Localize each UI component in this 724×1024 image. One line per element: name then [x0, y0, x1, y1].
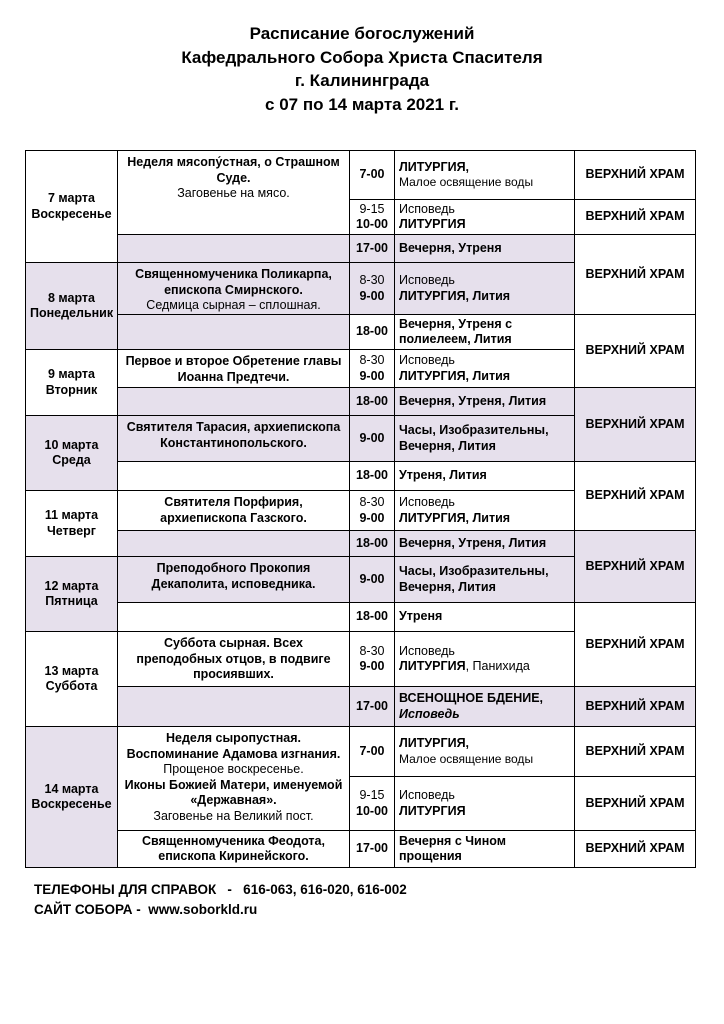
table-row: 17-00 Вечерня, Утреня ВЕРХНИЙ ХРАМ	[26, 235, 696, 263]
phones-line: ТЕЛЕФОНЫ ДЛЯ СПРАВОК - 616-063, 616-020, 616-002	[34, 882, 407, 897]
table-row: 9-15 10-00 Исповедь ЛИТУРГИЯ ВЕРХНИЙ ХРАМ	[26, 777, 696, 831]
table-row: 17-00 ВСЕНОЩНОЕ БДЕНИЕ, Исповедь ВЕРХНИЙ ХРАМ	[26, 687, 696, 727]
temple-label: ВЕРХНИЙ ХРАМ	[575, 727, 696, 777]
temple-label: ВЕРХНИЙ ХРАМ	[575, 462, 696, 531]
feast-cell: Первое и второе Обретение главы Иоанна Предтечи.	[118, 350, 350, 388]
day-cell: 10 марта Среда	[26, 416, 118, 491]
day-cell: 11 марта Четверг	[26, 491, 118, 557]
feast-cell: Священномученика Феодота, епископа Киринейского.	[118, 831, 350, 868]
temple-label: ВЕРХНИЙ ХРАМ	[575, 315, 696, 388]
table-row: 14 марта Воскресенье Неделя сыропустная. Воспоминание Адамова изгнания. Прощеное воскресенье. Иконы Божией Матери, именуемой «Державная». Заговенье на Великий пост. 7-00 ЛИТУРГИЯ, Малое освящение воды ВЕРХНИЙ ХРАМ	[26, 727, 696, 777]
table-row: 9-15 10-00 Исповедь ЛИТУРГИЯ ВЕРХНИЙ ХРАМ	[26, 200, 696, 235]
feast-cell: Неделя мясопу́стная, о Страшном Суде. Заговенье на мясо.	[118, 151, 350, 235]
table-row: 13 марта Суббота Суббота сырная. Всех преподобных отцов, в подвиге просиявших. 8-30 9-00 Исповедь ЛИТУРГИЯ, Панихида	[26, 632, 696, 687]
table-row: 18-00 Утреня ВЕРХНИЙ ХРАМ	[26, 603, 696, 632]
day-cell: 9 марта Вторник	[26, 350, 118, 416]
temple-label: ВЕРХНИЙ ХРАМ	[575, 531, 696, 603]
table-row: 8 марта Понедельник Священномученика Поликарпа, епископа Смирнского. Седмица сырная – сплошная. 8-30 9-00 Исповедь ЛИТУРГИЯ, Лития	[26, 263, 696, 315]
title-line-3: г. Калининграда	[294, 71, 430, 90]
feast-cell: Неделя сыропустная. Воспоминание Адамова изгнания. Прощеное воскресенье. Иконы Божией Матери, именуемой «Державная». Заговенье на Великий пост.	[118, 727, 350, 831]
feast-cell: Святителя Порфирия, архиепископа Газского.	[118, 491, 350, 531]
title-line-1: Расписание богослужений	[249, 24, 475, 43]
day-cell: 12 марта Пятница	[26, 557, 118, 632]
title-line-4: с 07 по 14 марта 2021 г.	[265, 94, 459, 114]
site-line: САЙТ СОБОРА - www.soborkld.ru	[34, 902, 258, 917]
title-line-2: Кафедрального Собора Христа Спасителя	[181, 47, 543, 67]
feast-cell: Святителя Тарасия, архиепископа Константинопольского.	[118, 416, 350, 462]
day-cell: 13 марта Суббота	[26, 632, 118, 727]
table-row: 10 марта Среда Святителя Тарасия, архиепископа Константинопольского. 9-00 Часы, Изобразительны, Вечерня, Лития	[26, 416, 696, 462]
table-row: 9 марта Вторник Первое и второе Обретение главы Иоанна Предтечи. 8-30 9-00 Исповедь ЛИТУРГИЯ, Лития	[26, 350, 696, 388]
temple-label: ВЕРХНИЙ ХРАМ	[575, 831, 696, 868]
feast-cell: Суббота сырная. Всех преподобных отцов, в подвиге просиявших.	[118, 632, 350, 687]
table-row: Священномученика Феодота, епископа Киринейского. 17-00 Вечерня с Чином прощения ВЕРХНИЙ ХРАМ	[26, 831, 696, 868]
temple-label: ВЕРХНИЙ ХРАМ	[575, 777, 696, 831]
table-row: 18-00 Вечерня, Утреня с полиелеем, Лития ВЕРХНИЙ ХРАМ	[26, 315, 696, 350]
contact-footer	[34, 880, 407, 920]
table-row: 18-00 Вечерня, Утреня, Лития ВЕРХНИЙ ХРАМ	[26, 388, 696, 416]
table-row: 7 марта Воскресенье Неделя мясопу́стная, о Страшном Суде. Заговенье на мясо. 7-00 ЛИТУРГИЯ, Малое освящение воды ВЕРХНИЙ ХРАМ	[26, 151, 696, 200]
schedule-title	[0, 22, 724, 116]
table-row: 12 марта Пятница Преподобного Прокопия Декаполита, исповедника. 9-00 Часы, Изобразительны, Вечерня, Лития	[26, 557, 696, 603]
temple-label: ВЕРХНИЙ ХРАМ	[575, 603, 696, 687]
schedule-table	[25, 150, 696, 868]
day-cell: 14 марта Воскресенье	[26, 727, 118, 868]
table-row: 18-00 Утреня, Лития ВЕРХНИЙ ХРАМ	[26, 462, 696, 491]
day-cell: 7 марта Воскресенье	[26, 151, 118, 263]
day-cell: 8 марта Понедельник	[26, 263, 118, 350]
table-row: 11 марта Четверг Святителя Порфирия, архиепископа Газского. 8-30 9-00 Исповедь ЛИТУРГИЯ, Лития	[26, 491, 696, 531]
feast-cell: Священномученика Поликарпа, епископа Смирнского. Седмица сырная – сплошная.	[118, 263, 350, 315]
feast-cell: Преподобного Прокопия Декаполита, исповедника.	[118, 557, 350, 603]
table-row: 18-00 Вечерня, Утреня, Лития ВЕРХНИЙ ХРАМ	[26, 531, 696, 557]
temple-label: ВЕРХНИЙ ХРАМ	[575, 200, 696, 235]
temple-label: ВЕРХНИЙ ХРАМ	[575, 388, 696, 462]
temple-label: ВЕРХНИЙ ХРАМ	[575, 687, 696, 727]
temple-label: ВЕРХНИЙ ХРАМ	[575, 235, 696, 315]
temple-label: ВЕРХНИЙ ХРАМ	[575, 151, 696, 200]
